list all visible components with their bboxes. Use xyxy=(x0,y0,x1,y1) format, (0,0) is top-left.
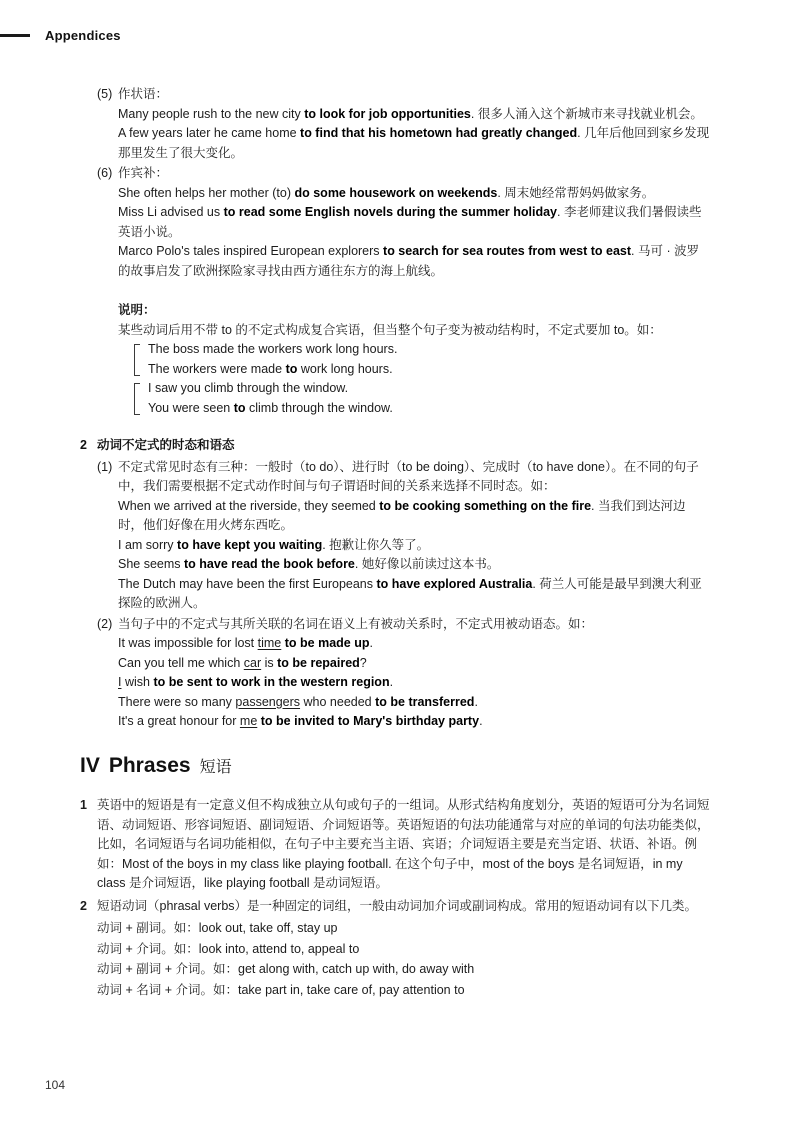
text-segment: She often helps her mother (to) xyxy=(118,185,295,200)
example-sentence xyxy=(118,693,710,713)
text-segment: Many people rush to the new city xyxy=(118,106,305,121)
text-segment: climb through the window. xyxy=(245,400,393,415)
underlined-word: time xyxy=(257,636,282,650)
text-segment: 不定式常见时态有三种：一般时（to do）、进行时（to be doing）、完成时（to have done）。在不同的句子中，我们需要根据不定式动作时间与句子谓语时间的关系来选择不同时态。如： xyxy=(118,459,699,493)
note-text: 某些动词后用不带 to 的不定式构成复合宾语，但当整个句子变为被动结构时，不定式要加 to。如： xyxy=(118,322,662,337)
point-marker: (6) xyxy=(97,166,113,180)
bold-phrase: to be sent to work in the western region xyxy=(153,675,390,689)
bold-phrase: to xyxy=(285,361,298,376)
grammar-point xyxy=(80,458,710,614)
grammar-point xyxy=(80,164,710,281)
tense-voice-section xyxy=(80,458,710,732)
phrases-point xyxy=(80,796,710,894)
example-sentence xyxy=(118,242,710,281)
example-sentence xyxy=(148,399,710,419)
example-sentence xyxy=(148,379,710,399)
infinitive-usage-section xyxy=(80,85,710,418)
header-title: Appendices xyxy=(45,28,121,43)
note-label: 说明： xyxy=(118,303,156,317)
example-sentence xyxy=(118,203,710,242)
text-segment: . 很多人涌入这个新城市来寻找就业机会。 xyxy=(470,106,703,121)
example-sentence xyxy=(118,673,710,693)
point-body xyxy=(118,85,710,163)
phrases-point xyxy=(80,897,710,1001)
text-segment: wish xyxy=(121,675,154,689)
bold-phrase: to search for sea routes from west to east xyxy=(383,244,632,258)
text-segment: . 荷兰人可能是最早到澳大利亚探险的欧洲人。 xyxy=(118,576,702,610)
pair-lines xyxy=(148,340,710,379)
text-segment: . 她好像以前读过这本书。 xyxy=(354,557,500,571)
text-segment: 动词 + 副词。如：look out, take off, stay up xyxy=(97,921,338,935)
text-segment: It's a great honour for xyxy=(118,714,240,728)
point-marker: (1) xyxy=(97,459,113,474)
phrases-section-heading xyxy=(80,753,710,778)
phrases-heading-word: Phrases xyxy=(108,753,191,777)
text-segment: She seems xyxy=(118,557,185,571)
text-segment: A few years later he came home xyxy=(118,126,301,140)
text-segment: It was impossible for lost xyxy=(118,636,258,650)
bold-phrase: to have explored Australia xyxy=(376,576,533,591)
lead-paragraph xyxy=(118,615,710,635)
verb-pattern xyxy=(97,960,710,980)
text-segment: I saw you climb through the window. xyxy=(148,381,349,395)
example-sentence xyxy=(118,575,710,614)
text-segment: who needed xyxy=(300,694,376,709)
point-title: 作宾补： xyxy=(118,166,169,180)
text-segment: . 李老师建议我们暑假读些英语小说。 xyxy=(118,205,702,239)
text-segment: . 周末她经常帮妈妈做家务。 xyxy=(497,185,655,200)
header-rule xyxy=(0,34,30,37)
point-marker: 1 xyxy=(80,798,87,812)
text-segment: ? xyxy=(359,655,367,670)
point-body xyxy=(97,796,710,894)
point-body xyxy=(118,164,710,281)
point-body xyxy=(118,615,710,732)
phrases-heading-chinese: 短语 xyxy=(199,758,232,776)
section-number: 2 xyxy=(80,438,87,452)
text-segment: 短语动词（phrasal verbs）是一种固定的词组，一般由动词加介词或副词构成。常用的短语动词有以下几类。 xyxy=(97,898,698,913)
underlined-word: passengers xyxy=(235,694,301,709)
pair-lines xyxy=(148,379,710,418)
text-segment: Marco Polo's tales inspired European explorers xyxy=(118,244,384,258)
text-segment: . 马可 · 波罗的故事启发了欧洲探险家寻找由西方通往东方的海上航线。 xyxy=(118,244,700,278)
text-segment: Can you tell me which xyxy=(118,655,244,670)
paragraph xyxy=(97,897,710,917)
text-segment: When we arrived at the riverside, they seemed xyxy=(118,498,380,513)
example-sentence xyxy=(118,555,710,575)
page-number: 104 xyxy=(45,1078,66,1092)
note-block xyxy=(118,301,710,418)
underlined-word: me xyxy=(239,714,258,728)
text-segment: The workers were made xyxy=(148,361,286,376)
text-segment: . 当我们到达河边时，他们好像在用火烤东西吃。 xyxy=(118,498,686,532)
bracket-glyph xyxy=(134,344,140,376)
bold-phrase: to look for job opportunities xyxy=(304,106,471,121)
sentence-pair xyxy=(134,340,710,379)
bold-phrase: to be repaired xyxy=(277,655,360,670)
text-segment: 动词 + 副词 + 介词。如：get along with, catch up with, do away with xyxy=(97,962,475,976)
example-sentence xyxy=(118,124,710,163)
grammar-point xyxy=(80,85,710,163)
example-sentence xyxy=(118,105,710,125)
example-sentence xyxy=(118,536,710,556)
point-marker: 2 xyxy=(80,898,87,913)
verb-pattern xyxy=(97,919,710,939)
text-segment: . xyxy=(389,675,394,689)
bold-phrase: to have kept you waiting xyxy=(177,537,323,552)
text-segment: 英语中的短语是有一定意义但不构成独立从句或句子的一组词。从形式结构角度划分，英语的短语可分为名词短语、动词短语、形容词短语、副词短语、介词短语等。英语短语的句法功能通常与对应的单词的句法功能类似，比如，名词短语与名词功能相似，在句子中主要充当主语、宾语；介词短语主要是充当定语、状语、补语。例如：Most of the boys in my class like playing football. 在这个句子中，most of the boys 是名词短语，in my class 是介词短语，like playing football 是动词短语。 xyxy=(97,798,710,890)
text-segment: . 几年后他回到家乡发现那里发生了很大变化。 xyxy=(118,126,710,160)
text-segment: 动词 + 名词 + 介词。如：take part in, take care of, pay attention to xyxy=(97,982,465,997)
page-content xyxy=(80,84,710,1000)
page-header xyxy=(0,28,121,43)
text-segment: The Dutch may have been the first Europeans xyxy=(118,576,377,591)
bold-phrase: to find that his hometown had greatly changed xyxy=(300,126,578,140)
bold-phrase: do some housework on weekends xyxy=(294,185,498,200)
example-sentence xyxy=(148,360,710,380)
bold-phrase: to xyxy=(233,400,246,415)
bold-phrase: to read some English novels during the summer holiday xyxy=(223,205,558,219)
example-sentence xyxy=(118,497,710,536)
lead-paragraph xyxy=(118,458,710,497)
point-marker: (2) xyxy=(97,616,113,631)
text-segment: The boss made the workers work long hours. xyxy=(148,342,398,356)
text-segment: There were so many xyxy=(118,694,236,709)
text-segment: You were seen xyxy=(148,400,234,415)
paragraph xyxy=(97,796,710,894)
text-segment: is xyxy=(261,655,278,670)
verb-pattern xyxy=(97,981,710,1001)
bold-phrase: to be invited to Mary's birthday party xyxy=(260,714,480,728)
section-heading-tense-voice xyxy=(80,436,710,456)
grammar-point xyxy=(80,615,710,732)
text-segment: . xyxy=(369,636,373,650)
example-sentence xyxy=(148,340,710,360)
text-segment: . xyxy=(479,714,483,728)
bold-phrase: to be cooking something on the fire xyxy=(379,498,592,513)
section-title: 动词不定式的时态和语态 xyxy=(97,438,235,452)
bold-phrase: to be transferred xyxy=(375,694,475,709)
text-segment: . xyxy=(474,694,478,709)
verb-pattern-list xyxy=(97,919,710,1000)
example-sentence xyxy=(118,634,710,654)
bold-phrase: to be made up xyxy=(284,636,370,650)
phrases-heading-roman-numeral: IV xyxy=(80,753,100,777)
verb-pattern xyxy=(97,940,710,960)
bold-phrase: to have read the book before xyxy=(184,557,355,571)
text-segment: . 抱歉让你久等了。 xyxy=(322,537,430,552)
point-body xyxy=(97,897,710,1001)
example-sentence xyxy=(118,184,710,204)
text-segment: 动词 + 介词。如：look into, attend to, appeal to xyxy=(97,941,360,956)
underlined-word: I xyxy=(118,675,122,689)
point-marker: (5) xyxy=(97,87,113,101)
text-segment: work long hours. xyxy=(297,361,393,376)
text-segment: Miss Li advised us xyxy=(118,205,224,219)
text-segment: I am sorry xyxy=(118,537,178,552)
phrases-section xyxy=(80,796,710,1000)
example-sentence xyxy=(118,654,710,674)
text-segment: 当句子中的不定式与其所关联的名词在语义上有被动关系时，不定式用被动语态。如： xyxy=(118,616,594,631)
sentence-pair xyxy=(134,379,710,418)
example-sentence xyxy=(118,712,710,732)
point-body xyxy=(118,458,710,614)
bracket-glyph xyxy=(134,383,140,415)
point-title: 作状语： xyxy=(118,87,169,101)
underlined-word: car xyxy=(243,655,262,670)
